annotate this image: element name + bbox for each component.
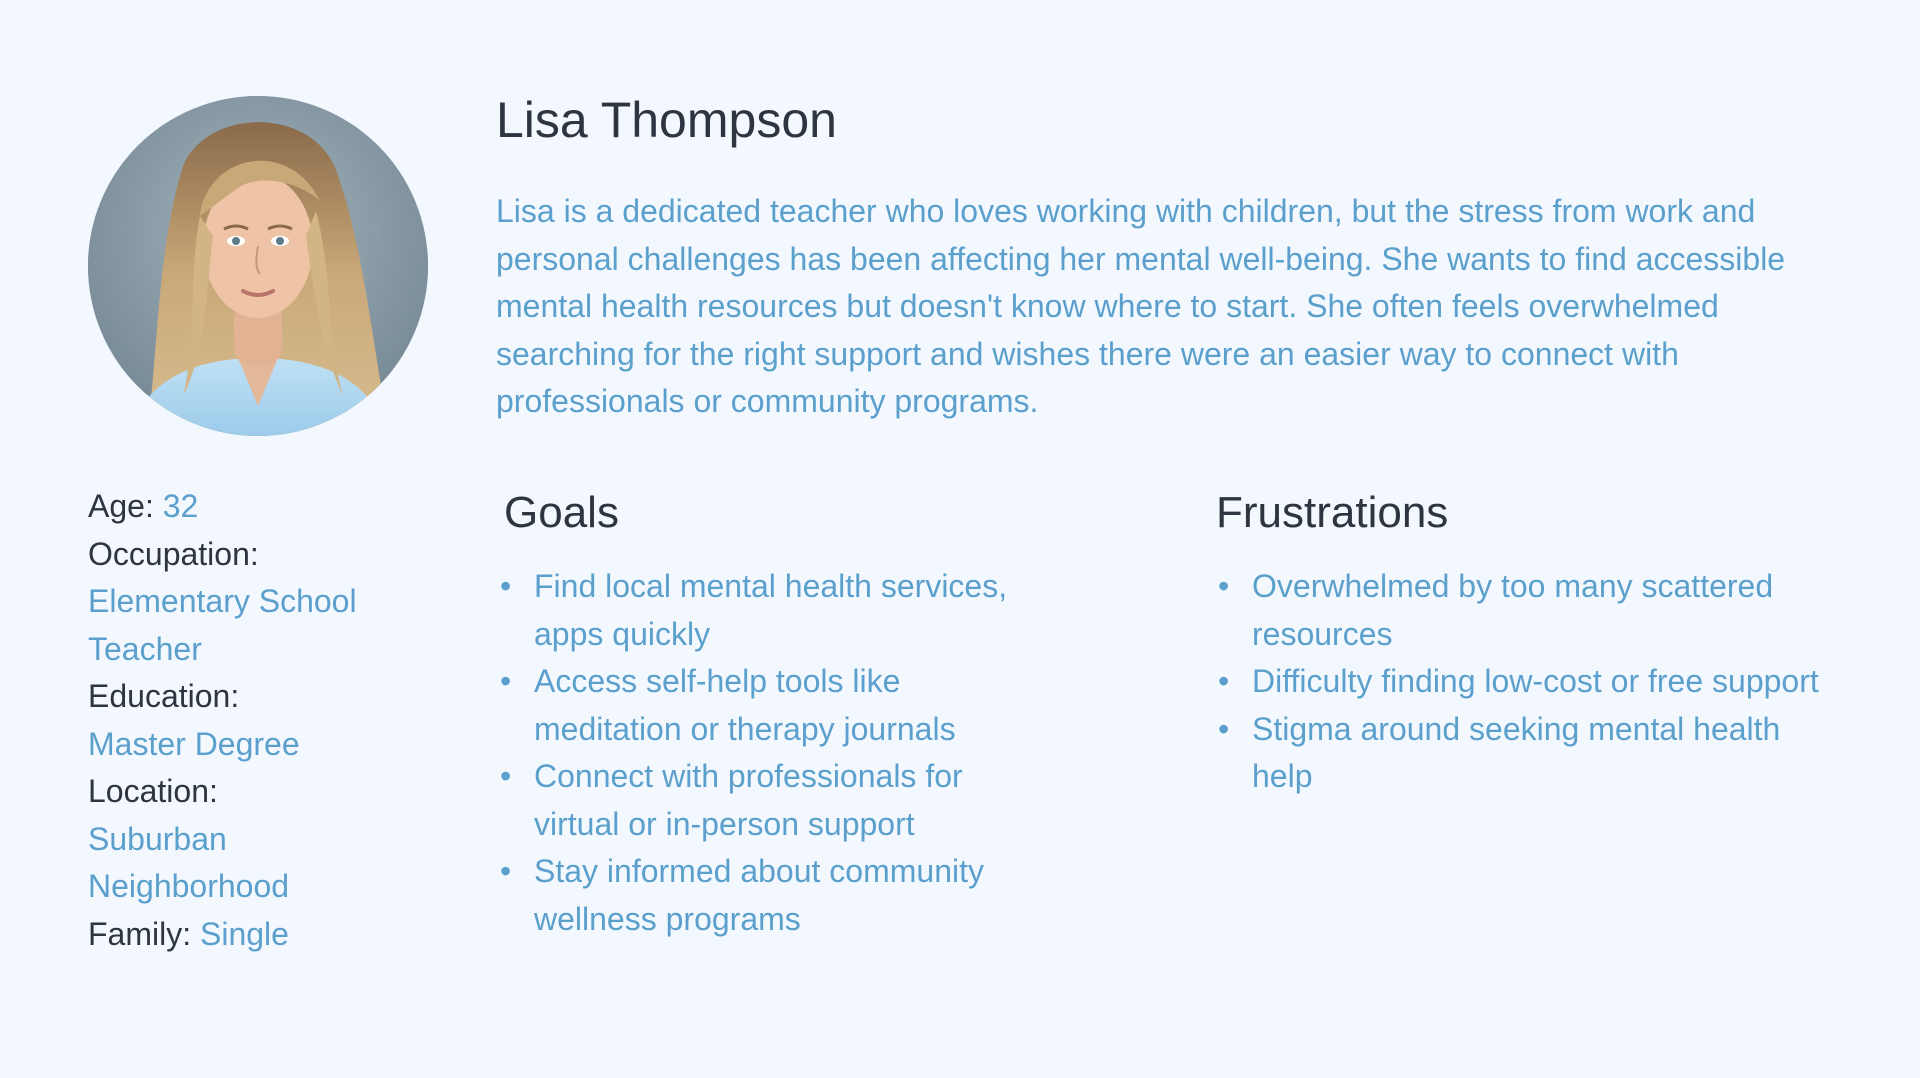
- occupation-value: Elementary School Teacher: [88, 583, 357, 667]
- frustration-item: [1214, 563, 1834, 658]
- frustrations-list: [1214, 563, 1834, 801]
- frustration-text: Difficulty finding low-cost or free support: [1252, 663, 1819, 699]
- family-label: Family:: [88, 915, 192, 952]
- frustration-text: Stigma around seeking mental health help: [1252, 710, 1781, 794]
- bullet-dot-icon: •: [1218, 710, 1230, 747]
- goal-item: [496, 753, 1056, 848]
- bullet-dot-icon: •: [1218, 568, 1230, 604]
- goal-item: [496, 563, 1056, 658]
- family-value: Single: [200, 915, 289, 952]
- bullet-dot-icon: •: [500, 568, 512, 604]
- bullet-dot-icon: •: [1218, 663, 1230, 699]
- bullet-dot-icon: •: [500, 663, 512, 699]
- bullet-dot-icon: •: [500, 853, 512, 889]
- frustration-item: [1214, 706, 1834, 801]
- detail-family: [88, 911, 418, 959]
- location-label: Location:: [88, 773, 218, 809]
- persona-details: [88, 483, 418, 958]
- portrait-image: [88, 96, 428, 436]
- goals-title: Goals: [504, 488, 619, 537]
- detail-age: [88, 483, 418, 531]
- frustrations-title: Frustrations: [1216, 488, 1449, 537]
- persona-bio: Lisa is a dedicated teacher who loves working with children, but the stress from work and personal challenges has been affecting her mental well-being. She wants to find accessible mental health resources but doesn't know where to start. She often feels overwhelmed searching for the right support and wishes there were an easier way to connect with professionals or community programs.: [496, 193, 1786, 419]
- location-value: Suburban Neighborhood: [88, 820, 290, 904]
- goal-text: Stay informed about community wellness programs: [534, 853, 984, 937]
- bullet-dot-icon: •: [500, 758, 512, 794]
- goal-text: Find local mental health services, apps quickly: [534, 568, 1008, 652]
- goals-list: [496, 563, 1056, 943]
- avatar: [88, 96, 428, 436]
- frustration-text: Overwhelmed by too many scattered resources: [1252, 568, 1774, 652]
- age-value: 32: [162, 488, 199, 524]
- frustration-item: [1214, 658, 1834, 706]
- goal-item: [496, 658, 1056, 753]
- occupation-label: Occupation:: [88, 535, 259, 572]
- age-label: Age:: [88, 488, 154, 524]
- education-label: Education:: [88, 678, 240, 714]
- education-value: Master Degree: [88, 725, 300, 762]
- goal-item: [496, 848, 1056, 943]
- goal-text: Connect with professionals for virtual or in-person support: [534, 758, 963, 842]
- persona-name: Lisa Thompson: [496, 92, 837, 148]
- goal-text: Access self-help tools like meditation or therapy journals: [534, 663, 956, 747]
